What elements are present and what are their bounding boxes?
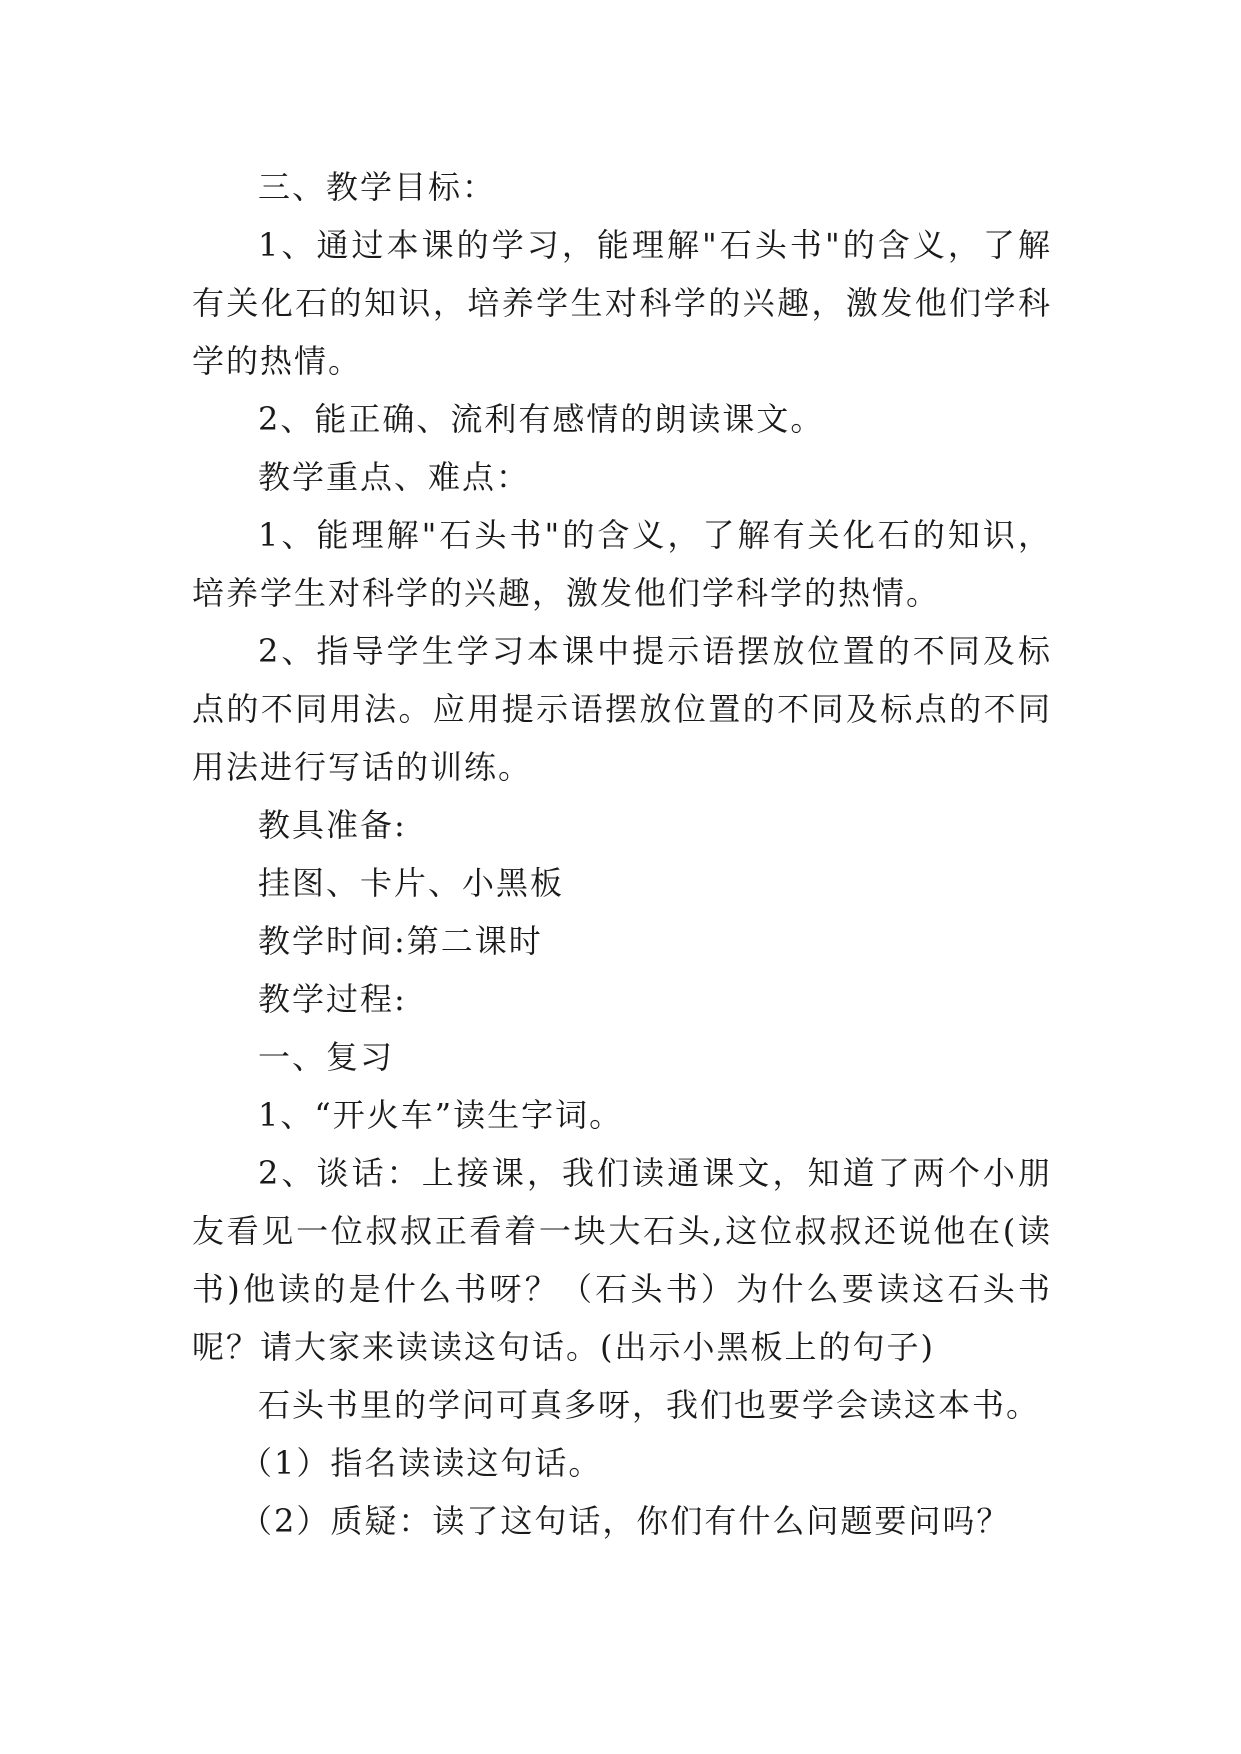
stone-book-sentence: 石头书里的学问可真多呀，我们也要学会读这本书。 xyxy=(258,1386,1041,1424)
key-point-1-paragraph: 1、能理解"石头书"的含义，了解有关化石的知识，培养学生对科学的兴趣，激发他们学科学的热情。 xyxy=(192,516,1052,612)
step-1-paragraph: （1）指名读读这句话。 xyxy=(240,1444,603,1482)
goal-1-paragraph: 1、通过本课的学习，能理解"石头书"的含义，了解有关化石的知识，培养学生对科学的兴趣，激发他们学科学的热情。 xyxy=(192,226,1052,380)
review-heading: 一、复习 xyxy=(258,1038,395,1076)
review-1-paragraph: 1、“开火车”读生字词。 xyxy=(258,1096,624,1134)
teaching-time: 教学时间:第二课时 xyxy=(258,922,543,960)
review-2-paragraph: 2、谈话：上接课，我们读通课文，知道了两个小朋友看见一位叔叔正看着一块大石头,这位叔叔还说他在(读书)他读的是什么书呀？（石头书）为什么要读这石头书呢？请大家来读读这句话。(出示小黑板上的句子) xyxy=(192,1154,1052,1366)
step-2-paragraph: （2）质疑：读了这句话，你们有什么问题要问吗？ xyxy=(240,1502,1011,1540)
goals-heading: 三、教学目标： xyxy=(258,168,497,206)
document-body xyxy=(192,158,1052,1550)
materials-list: 挂图、卡片、小黑板 xyxy=(258,864,565,902)
key-points-heading: 教学重点、难点： xyxy=(258,458,531,496)
goal-2-paragraph: 2、能正确、流利有感情的朗读课文。 xyxy=(258,400,825,438)
key-point-2-paragraph: 2、指导学生学习本课中提示语摆放位置的不同及标点的不同用法。应用提示语摆放位置的不同及标点的不同用法进行写话的训练。 xyxy=(192,632,1052,786)
materials-heading: 教具准备: xyxy=(258,806,407,844)
process-heading: 教学过程: xyxy=(258,980,407,1018)
